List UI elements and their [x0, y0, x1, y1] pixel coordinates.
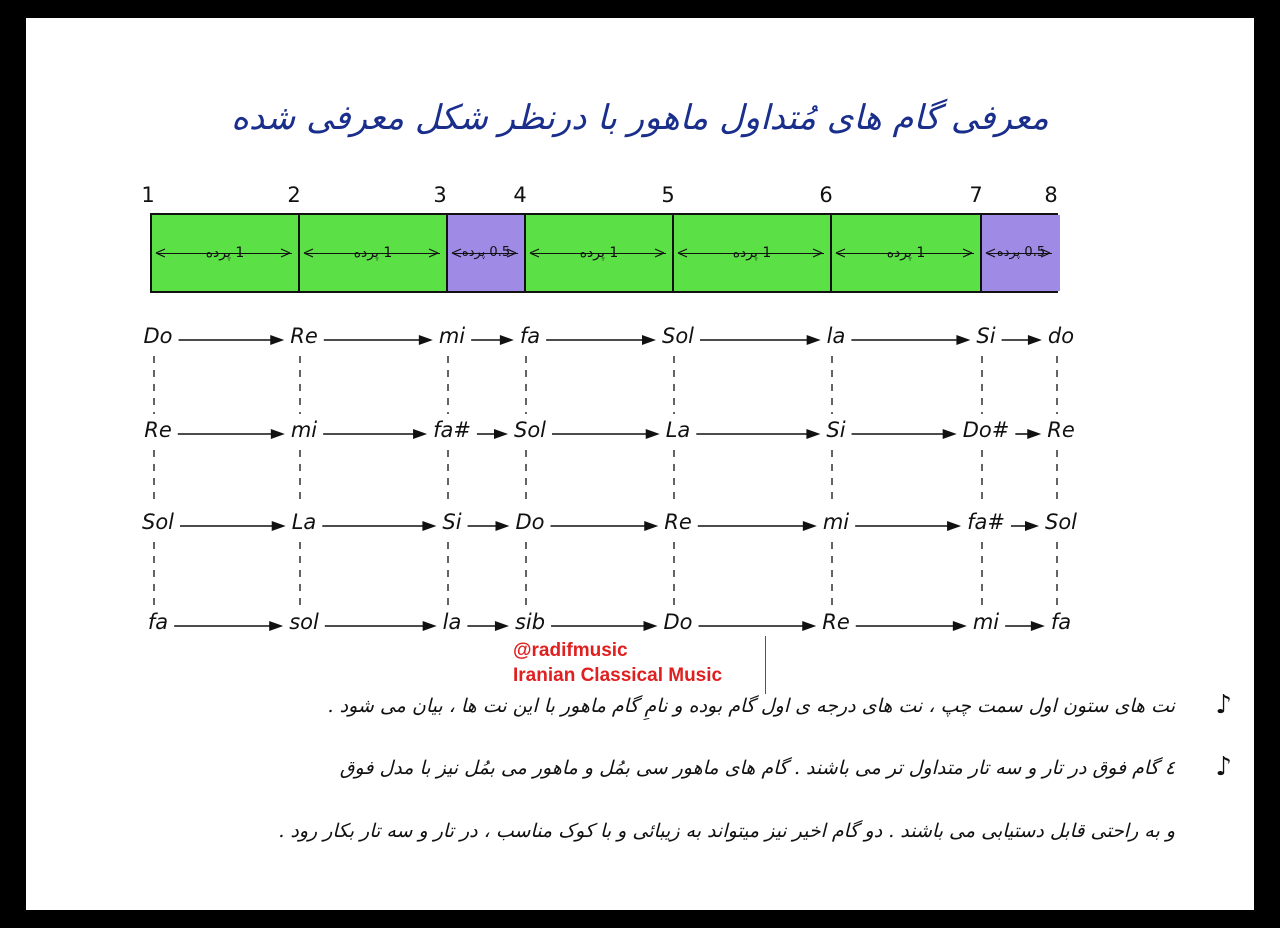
note-arrowhead — [956, 335, 970, 345]
degree-number: 4 — [513, 183, 527, 207]
note-arrowhead — [947, 521, 961, 531]
scale-note: Do — [515, 510, 545, 534]
arrowhead-left — [678, 249, 687, 257]
note-arrowhead — [943, 429, 957, 439]
note-arrowhead — [272, 521, 286, 531]
scale-note: do — [1047, 324, 1075, 348]
arrowhead-left — [452, 249, 461, 257]
note-arrowhead — [807, 335, 821, 345]
note-arrowhead — [422, 521, 436, 531]
interval-label: 0.5 پرده — [996, 245, 1046, 260]
arrowhead-left — [530, 249, 539, 257]
note-arrowhead — [269, 621, 283, 631]
scale-note: Sol — [513, 418, 547, 442]
scale-note: Sol — [141, 510, 175, 534]
interval-label: 1 پرده — [732, 245, 772, 261]
note-arrowhead — [646, 429, 660, 439]
interval-label: 1 پرده — [579, 245, 619, 261]
degree-number: 8 — [1044, 183, 1058, 207]
scale-note: fa — [519, 324, 541, 348]
page-title: معرفی گام های مُتداول ماهور با درنظر شکل معرفی شده — [231, 98, 1049, 138]
degree-number: 7 — [969, 183, 983, 207]
degree-number: 6 — [819, 183, 833, 207]
scale-note: Re — [664, 510, 692, 534]
scale-note: fa# — [433, 418, 471, 442]
note-arrowhead — [1025, 521, 1039, 531]
note-arrowhead — [803, 521, 817, 531]
note-arrowhead — [643, 621, 657, 631]
arrowhead-left — [156, 249, 165, 257]
divider — [765, 636, 766, 694]
music-note-icon: ♪ — [1215, 690, 1232, 720]
scale-note: Re — [144, 418, 172, 442]
note-arrowhead — [495, 621, 509, 631]
arrowhead-right — [813, 249, 822, 257]
degree-number: 1 — [141, 183, 155, 207]
scale-note: Re — [822, 610, 850, 634]
scale-note: Do# — [962, 418, 1010, 442]
note-arrowhead — [500, 335, 514, 345]
note-arrowhead — [271, 429, 285, 439]
note-paragraph-1: نت های ستون اول سمت چپ ، نت های درجه ی اول گام بوده و نامِ گام ماهور با این نت ها ، بیان می شود . — [327, 695, 1175, 717]
degree-number: 3 — [433, 183, 447, 207]
arrowhead-right — [1041, 249, 1050, 257]
watermark-name: Iranian Classical Music — [513, 665, 723, 686]
arrowhead-left — [986, 249, 995, 257]
interval-label: 0.5 پرده — [461, 245, 511, 260]
note-arrowhead — [642, 335, 656, 345]
note-arrowhead — [495, 521, 509, 531]
scale-note: la — [442, 610, 462, 634]
scale-note: Do — [663, 610, 693, 634]
interval-label: 1 پرده — [205, 245, 245, 261]
degree-number: 5 — [661, 183, 675, 207]
note-arrowhead — [953, 621, 967, 631]
scale-note: La — [665, 418, 691, 442]
scale-note: Do — [143, 324, 173, 348]
scale-note: sib — [514, 610, 546, 634]
note-arrowhead — [806, 429, 820, 439]
scale-note: sol — [289, 610, 319, 634]
music-note-icon: ♪ — [1215, 752, 1232, 782]
arrowhead-right — [281, 249, 290, 257]
scale-note: fa — [1050, 610, 1072, 634]
scale-note: Si — [442, 510, 462, 534]
scale-note: Re — [1047, 418, 1075, 442]
note-arrowhead — [644, 521, 658, 531]
scale-note: Si — [976, 324, 996, 348]
scale-note: mi — [822, 510, 850, 534]
note-arrowhead — [419, 335, 433, 345]
scale-note: Sol — [1044, 510, 1078, 534]
note-paragraph-2: ٤ گام فوق در تار و سه تار متداول تر می باشند . گام های ماهور سی بمُل و ماهور می بمُل نیز با مدل فوق — [339, 757, 1175, 779]
note-paragraph-3: و به راحتی قابل دستیابی می باشند . دو گام اخیر نیز میتواند به زیبائی و با کوک مناسب ، در تار و سه تار بکار رود . — [278, 820, 1175, 842]
scale-note: la — [826, 324, 846, 348]
note-arrowhead — [270, 335, 284, 345]
scale-note: mi — [972, 610, 1000, 634]
note-arrowhead — [494, 429, 508, 439]
scale-note: fa# — [967, 510, 1005, 534]
watermark — [513, 638, 722, 688]
scale-note: Si — [826, 418, 846, 442]
arrowhead-right — [429, 249, 438, 257]
arrowhead-right — [655, 249, 664, 257]
note-arrowhead — [423, 621, 437, 631]
arrowhead-left — [836, 249, 845, 257]
interval-label: 1 پرده — [886, 245, 926, 261]
note-arrowhead — [802, 621, 816, 631]
degree-number: 2 — [287, 183, 301, 207]
scale-note: mi — [438, 324, 466, 348]
note-arrowhead — [1028, 335, 1042, 345]
scale-note: mi — [290, 418, 318, 442]
note-arrowhead — [1031, 621, 1045, 631]
arrowhead-left — [304, 249, 313, 257]
arrowhead-right — [507, 249, 516, 257]
watermark-handle: @radifmusic — [513, 640, 628, 661]
scale-note: Re — [290, 324, 318, 348]
scale-note: La — [291, 510, 317, 534]
arrowhead-right — [963, 249, 972, 257]
scale-note: Sol — [661, 324, 695, 348]
interval-label: 1 پرده — [353, 245, 393, 261]
note-arrowhead — [1027, 429, 1041, 439]
scale-note: fa — [147, 610, 169, 634]
note-arrowhead — [413, 429, 427, 439]
